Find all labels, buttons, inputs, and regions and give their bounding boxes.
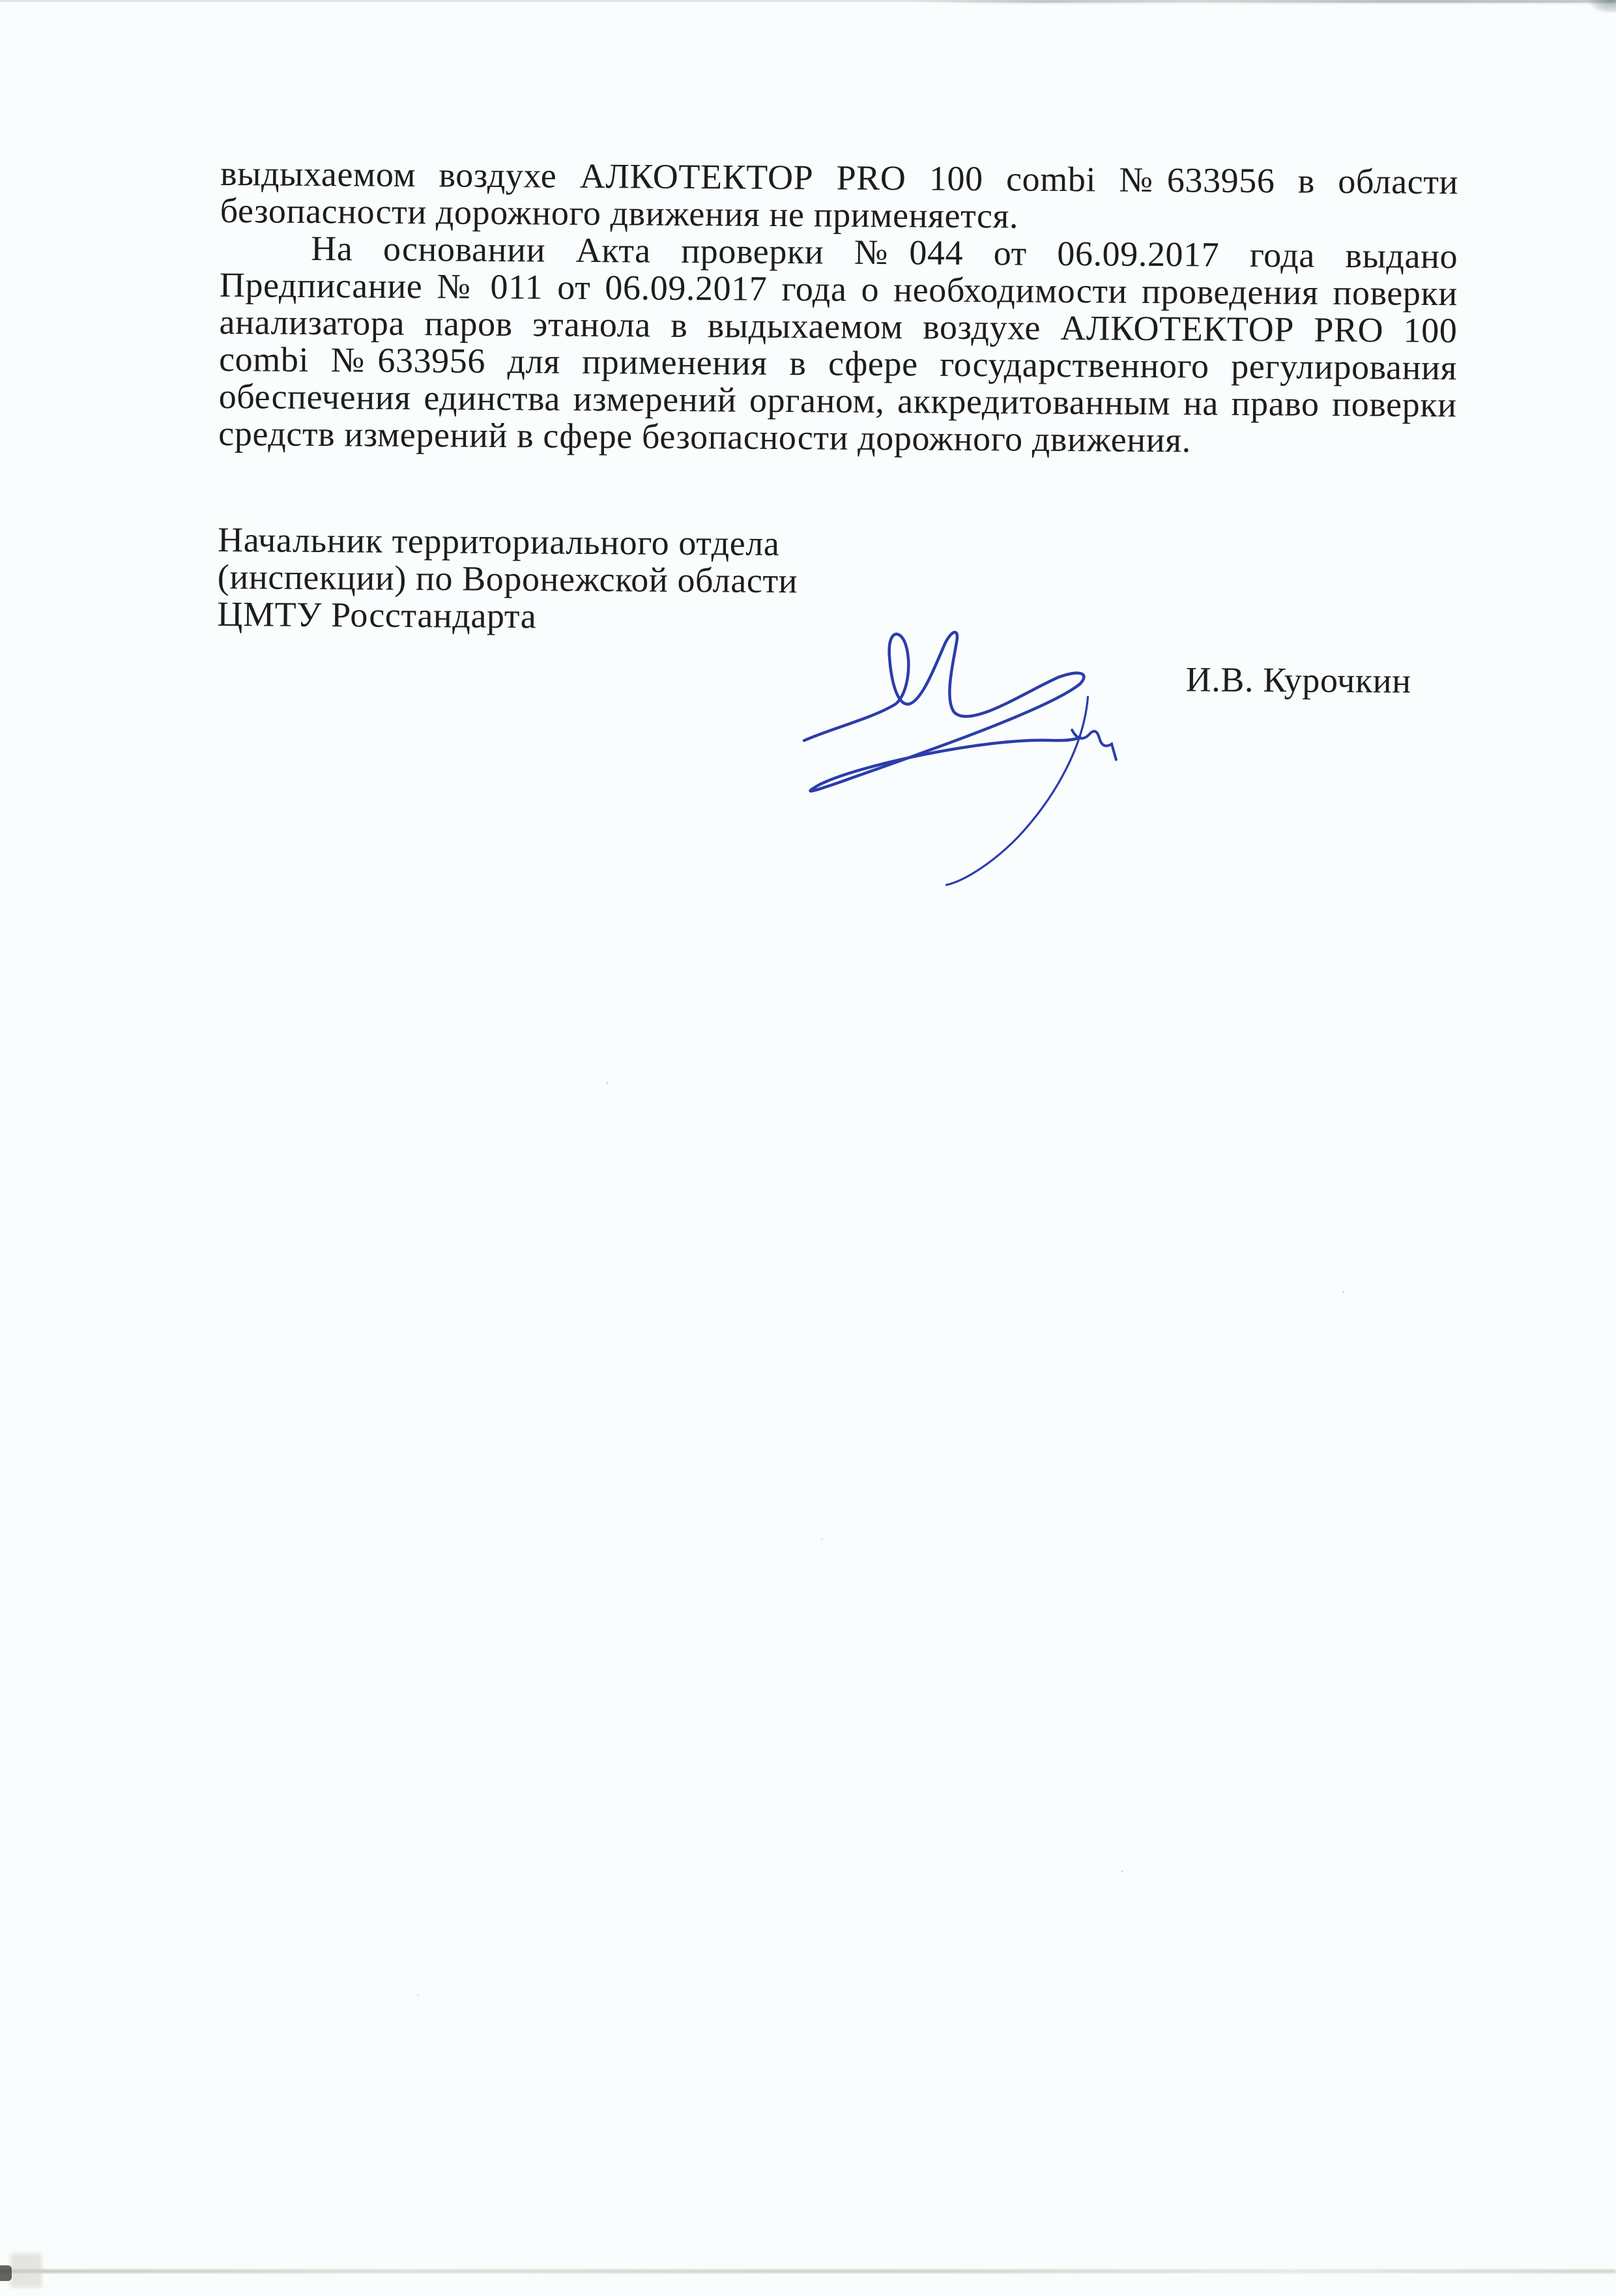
body-line: средств измерений в сфере безопасности дорожного движения.	[218, 413, 1192, 460]
signature-title-line: (инспекции) по Воронежской области	[217, 557, 798, 601]
signature-title-line: Начальник территориального отдела	[217, 519, 780, 563]
paragraph	[220, 155, 1458, 238]
body-line: Предписание № 011 от 06.09.2017 года о необходимости проведения поверки	[219, 265, 1458, 313]
signer-name: И.В. Курочкин	[1185, 660, 1411, 701]
body-line: анализатора паров этанола в выдыхаемом воздухе АЛКОТЕКТОР PRO 100	[219, 302, 1458, 351]
body-line: combi №633956 для применения в сфере государственного регулирования	[218, 339, 1458, 388]
signature-title-line: ЦМТУ Росстандарта	[217, 594, 537, 636]
body-line: обеспечения единства измерений органом, аккредитованным на право поверки	[218, 376, 1457, 425]
body-line: На основании Акта проверки №044 от 06.09.2017 года выдано	[311, 228, 1458, 276]
body-line: безопасности дорожного движения не применяется.	[220, 190, 1019, 236]
paragraph	[218, 229, 1458, 461]
document-body	[218, 155, 1458, 461]
body-line: выдыхаемом воздухе АЛКОТЕКТОР PRO 100 combi №633956 в области	[220, 153, 1459, 202]
handwritten-signature	[786, 620, 1140, 890]
scan-artifact-top-smudge	[912, 0, 1616, 3]
